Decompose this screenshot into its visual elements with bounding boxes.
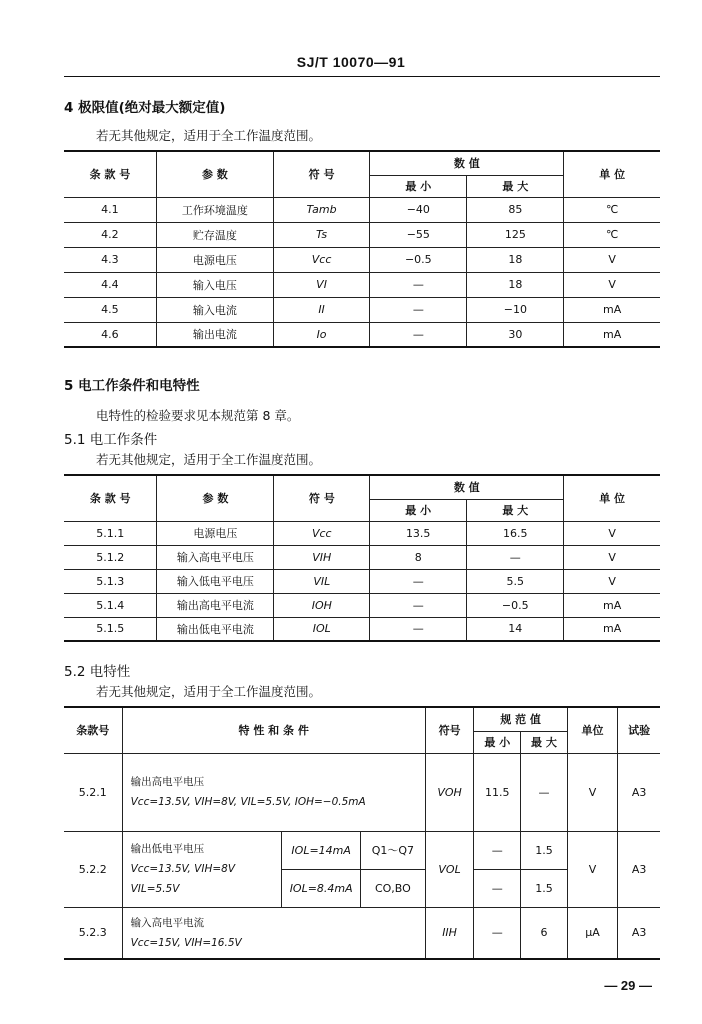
page-header: SJ/T 10070—91	[296, 54, 406, 70]
table-row: 5.2.3 输入高电平电流 Vcc=15V, VIH=16.5V IIH — 6 μA A3	[64, 907, 660, 959]
col-param: 参 数	[156, 151, 273, 197]
table-row: 4.6 输出电流 Io — 30 mA	[64, 322, 660, 347]
table-row: 5.1.2 输入高电平电压 VIH 8 — V	[64, 545, 660, 569]
table-row: 4.4 输入电压 VI — 18 V	[64, 272, 660, 297]
section4-title: 4 极限值(绝对最大额定值)	[64, 100, 226, 116]
col-value: 数 值	[370, 151, 564, 175]
col-symbol: 符 号	[273, 151, 369, 197]
col-min: 最 小	[370, 175, 467, 197]
table-conditions: 条 款 号 参 数 符 号 数 值 单 位 最 小 最 大 5.1.1 电源电压 Vcc 13.5 16.5 V 5.1.2 输入高电平电压 VIH 8 — V 5.1.3 输入低电平电压 VIL — 5.5 V 5.1.4 输出高电平电流 IOH — −0.5 mA 5.1.5 输出低电平电流 IOL — 14 mA	[64, 474, 660, 642]
table-row: 4.3 电源电压 Vcc −0.5 18 V	[64, 247, 660, 272]
table-row: 5.1.3 输入低电平电压 VIL — 5.5 V	[64, 569, 660, 593]
header-rule	[64, 76, 660, 77]
table-row: 5.1.5 输出低电平电流 IOL — 14 mA	[64, 617, 660, 641]
subsection52-title: 5.2 电特性	[64, 664, 131, 680]
table-row: IOL=8.4mA CO,BO — 1.5	[64, 869, 660, 907]
section5-note: 电特性的检验要求见本规范第 8 章。	[96, 408, 300, 423]
subsection51-note: 若无其他规定，适用于全工作温度范围。	[96, 452, 322, 467]
table-row: 4.2 贮存温度 Ts −55 125 ℃	[64, 222, 660, 247]
subsection51-title: 5.1 电工作条件	[64, 432, 158, 448]
table-row: 4.5 输入电流 II — −10 mA	[64, 297, 660, 322]
table-characteristics: 条款号 特 性 和 条 件 符号 规 范 值 单位 试验 最 小 最 大 5.2.1 输出高电平电压 Vcc=13.5V, VIH=8V, VIL=5.5V, IOH=−0.5mA VOH 11.5 — V A3 5.2.2 输出低电平电压 Vcc=13.5V, VIH=8V VIL=5.5V IOL=14mA Q1～Q7 VOL — 1.5 V A3 IOL=8.4mA CO,BO — 1.5 5.2.3 输入高电平电流 Vcc=15V, VIH=16.5V IIH — 6 μA A3	[64, 706, 660, 960]
col-max: 最 大	[467, 175, 564, 197]
col-unit: 单 位	[564, 151, 660, 197]
col-clause: 条 款 号	[64, 151, 156, 197]
page-number: — 29 —	[604, 978, 652, 993]
table-row: 5.2.1 输出高电平电压 Vcc=13.5V, VIH=8V, VIL=5.5V, IOH=−0.5mA VOH 11.5 — V A3	[64, 753, 660, 831]
table-row: 5.2.2 输出低电平电压 Vcc=13.5V, VIH=8V VIL=5.5V IOL=14mA Q1～Q7 VOL — 1.5 V A3	[64, 831, 660, 869]
table-limits	[64, 150, 660, 348]
table-row: 5.1.1 电源电压 Vcc 13.5 16.5 V	[64, 521, 660, 545]
section4-note: 若无其他规定，适用于全工作温度范围。	[96, 128, 322, 143]
table-row: 5.1.4 输出高电平电流 IOH — −0.5 mA	[64, 593, 660, 617]
table-row: 4.1 工作环境温度 Tamb −40 85 ℃	[64, 197, 660, 222]
section5-title: 5 电工作条件和电特性	[64, 378, 200, 394]
subsection52-note: 若无其他规定，适用于全工作温度范围。	[96, 684, 322, 699]
